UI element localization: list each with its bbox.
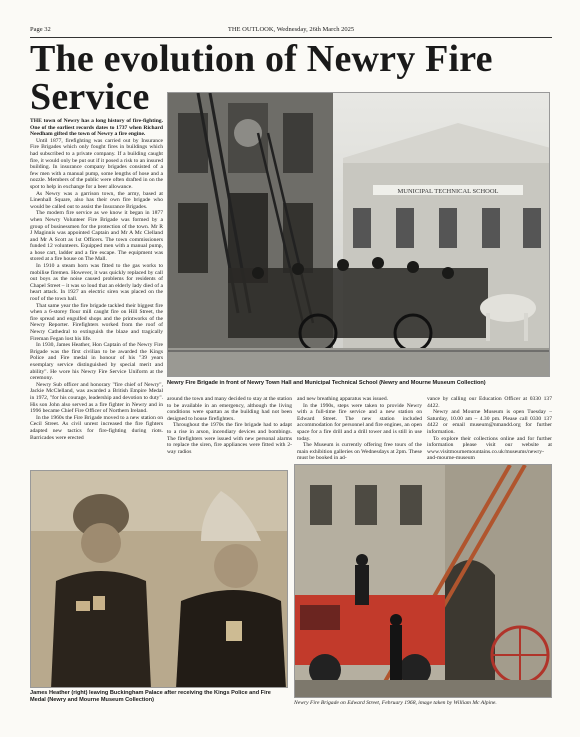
fire-brigade-illustration [168,93,550,377]
article-paragraph: Until 1877, firefighting was carried out by Insurance Fire Brigades which only fought fires in buildings which had subscribed to a private company. If a building caught fire, it would only be put out if it posed a risk to an insured building. In insurance company brigades consisted of a few men with a manual pump, some lengths of hose and a nozzle. Members of the public were often drafted in on the spot to help in exchange for a beer allowance. [30,137,163,190]
masthead: THE OUTLOOK, Wednesday, 26th March 2025 [227,26,355,33]
headline-line-2: Service [30,76,150,118]
article-paragraph: In 1930, James Heather, Hon Captain of the Newry Fire Brigade was the first civilian to be awarded the Kings Police and Fire medal in honour of his "39 years exemplary service distinguished by special merit and ability". He wore his Newry Fire Service Uniform at the ceremony. [30,342,163,382]
article-paragraph: The Museum is currently offering free tours of the main exhibition galleries on Wednesdays at 2pm. These must be booked in ad- [297,442,422,462]
page-number: Page 32 [30,26,51,33]
edward-street-illustration [295,465,552,698]
article-column-4 [427,396,552,466]
article-paragraph: As Newry was a garrison town, the army, based at Linenhall Square, also has their own fire brigade who would be called out to assist the Insurance Brigades. [30,190,163,210]
article-paragraph: THE town of Newry has a long history of fire-fighting. One of the earliest records dates to 1737 when Richard Needham gifted the town of Newry a fire engine. [30,118,163,138]
photo-edward-street [294,464,552,698]
article-column-1 [30,118,163,470]
article-paragraph: Throughout the 1970s the fire brigade had to adapt to a rise in arson, incendiary devices and bombings. The firefighters were issued with new personal alarms to replace the siren, fire appliances were fitted with 2-way radios [167,422,292,455]
article-paragraph: That same year the fire brigade tackled their biggest fire when a 6-storey flour mill caught fire on Hill Street, the fire spread and engulfed shops and the printworks of the Newry Reporter. Firefighters worked from the roof of Newry Cathedral to extinguish the blaze and tragically Fireman Fegan lost his life. [30,302,163,342]
article-column-3 [297,396,422,466]
article-paragraph: In the 1990s, steps were taken to provide Newry with a full-time fire service and a new station on Edward Street. The new station included accommodation for personnel and fire engines, an open space for a fire drill and a drill tower and is still in use today. [297,402,422,442]
article-paragraph: vance by calling our Education Officer at 0330 137 4422. [427,396,552,409]
james-heather-illustration [31,471,288,688]
school-sign: MUNICIPAL TECHNICAL SCHOOL [397,188,499,195]
photo-james-heather [30,470,288,688]
article-paragraph: Newry Sub officer and honorary "fire chief of Newry", Jackie McClelland, was awarded a British Empire Medal in 1972, "for his courage, leadership and devotion to duty". His son John also served as a fire fighter in Newry and in 1996 became Chief Fire Officer of Northern Ireland. [30,381,163,415]
caption-top-photo: Newry Fire Brigade in front of Newry Town Hall and Municipal Technical School (Newry and Mourne Museum Collection) [167,380,486,386]
headline-line-1: The evolution of Newry Fire [30,38,493,80]
article-paragraph: around the town and many decided to stay at the station to be available in an emergency, although the living conditions were spartan as the building had not been designed to house firefighters. [167,396,292,422]
photo-fire-brigade-town-hall [167,92,550,377]
article-paragraph: and new breathing apparatus was issued. [297,396,389,402]
article-paragraph: To explore their collections online and for further information please visit our website at www.visitmournemountains.co.uk/museums/newry-and-mourne-museum [427,435,552,462]
caption-bottom-left-photo: James Heather (right) leaving Buckingham Palace after receiving the Kings Police and Fire Medal (Newry and Mourne Museum Collection) [30,690,271,703]
caption-bottom-right-photo: Newry Fire Brigade on Edward Street, February 1968, image taken by William Mc Alpine. [294,700,497,706]
article-paragraph: Newry and Mourne Museum is open Tuesday – Saturday, 10.00 am – 4.30 pm. Please call 0330 137 4422 or email museum@nmandd.org for further information. [427,409,552,435]
article-paragraph: In the 1960s the Fire Brigade moved to a new station on Cecil Street. As civil unrest increased the fire fighters adapted new tactics for fire-fighting during riots. Barricades were erected [30,414,163,441]
article-paragraph: The modern fire service as we know it began in 1877 when Newry Volunteer Fire Brigade was formed by a group of businessmen for the protection of the town. Mr R J Maginnis was appointed Captain and Mr A Mc Clelland and Mr A Scott as 1st Officers. The town commissioners funded 12 volunteers. Equipped men with a manual pump, a hose cart, ladder and a fire escape. The equipment was stored at a fire house on The Mall. [30,210,163,263]
article-column-2 [167,396,292,466]
page-header [30,26,552,36]
article-paragraph: In 1910 a steam horn was fitted to the gas works to mobilise firemen. However, it was quickly replaced by call out boys as the noise caused problems for residents of Chapel Street – it was so loud that an elderly lady died of a heart attack. In 1927 an electric siren was placed on the roof of the town hall. [30,263,163,303]
